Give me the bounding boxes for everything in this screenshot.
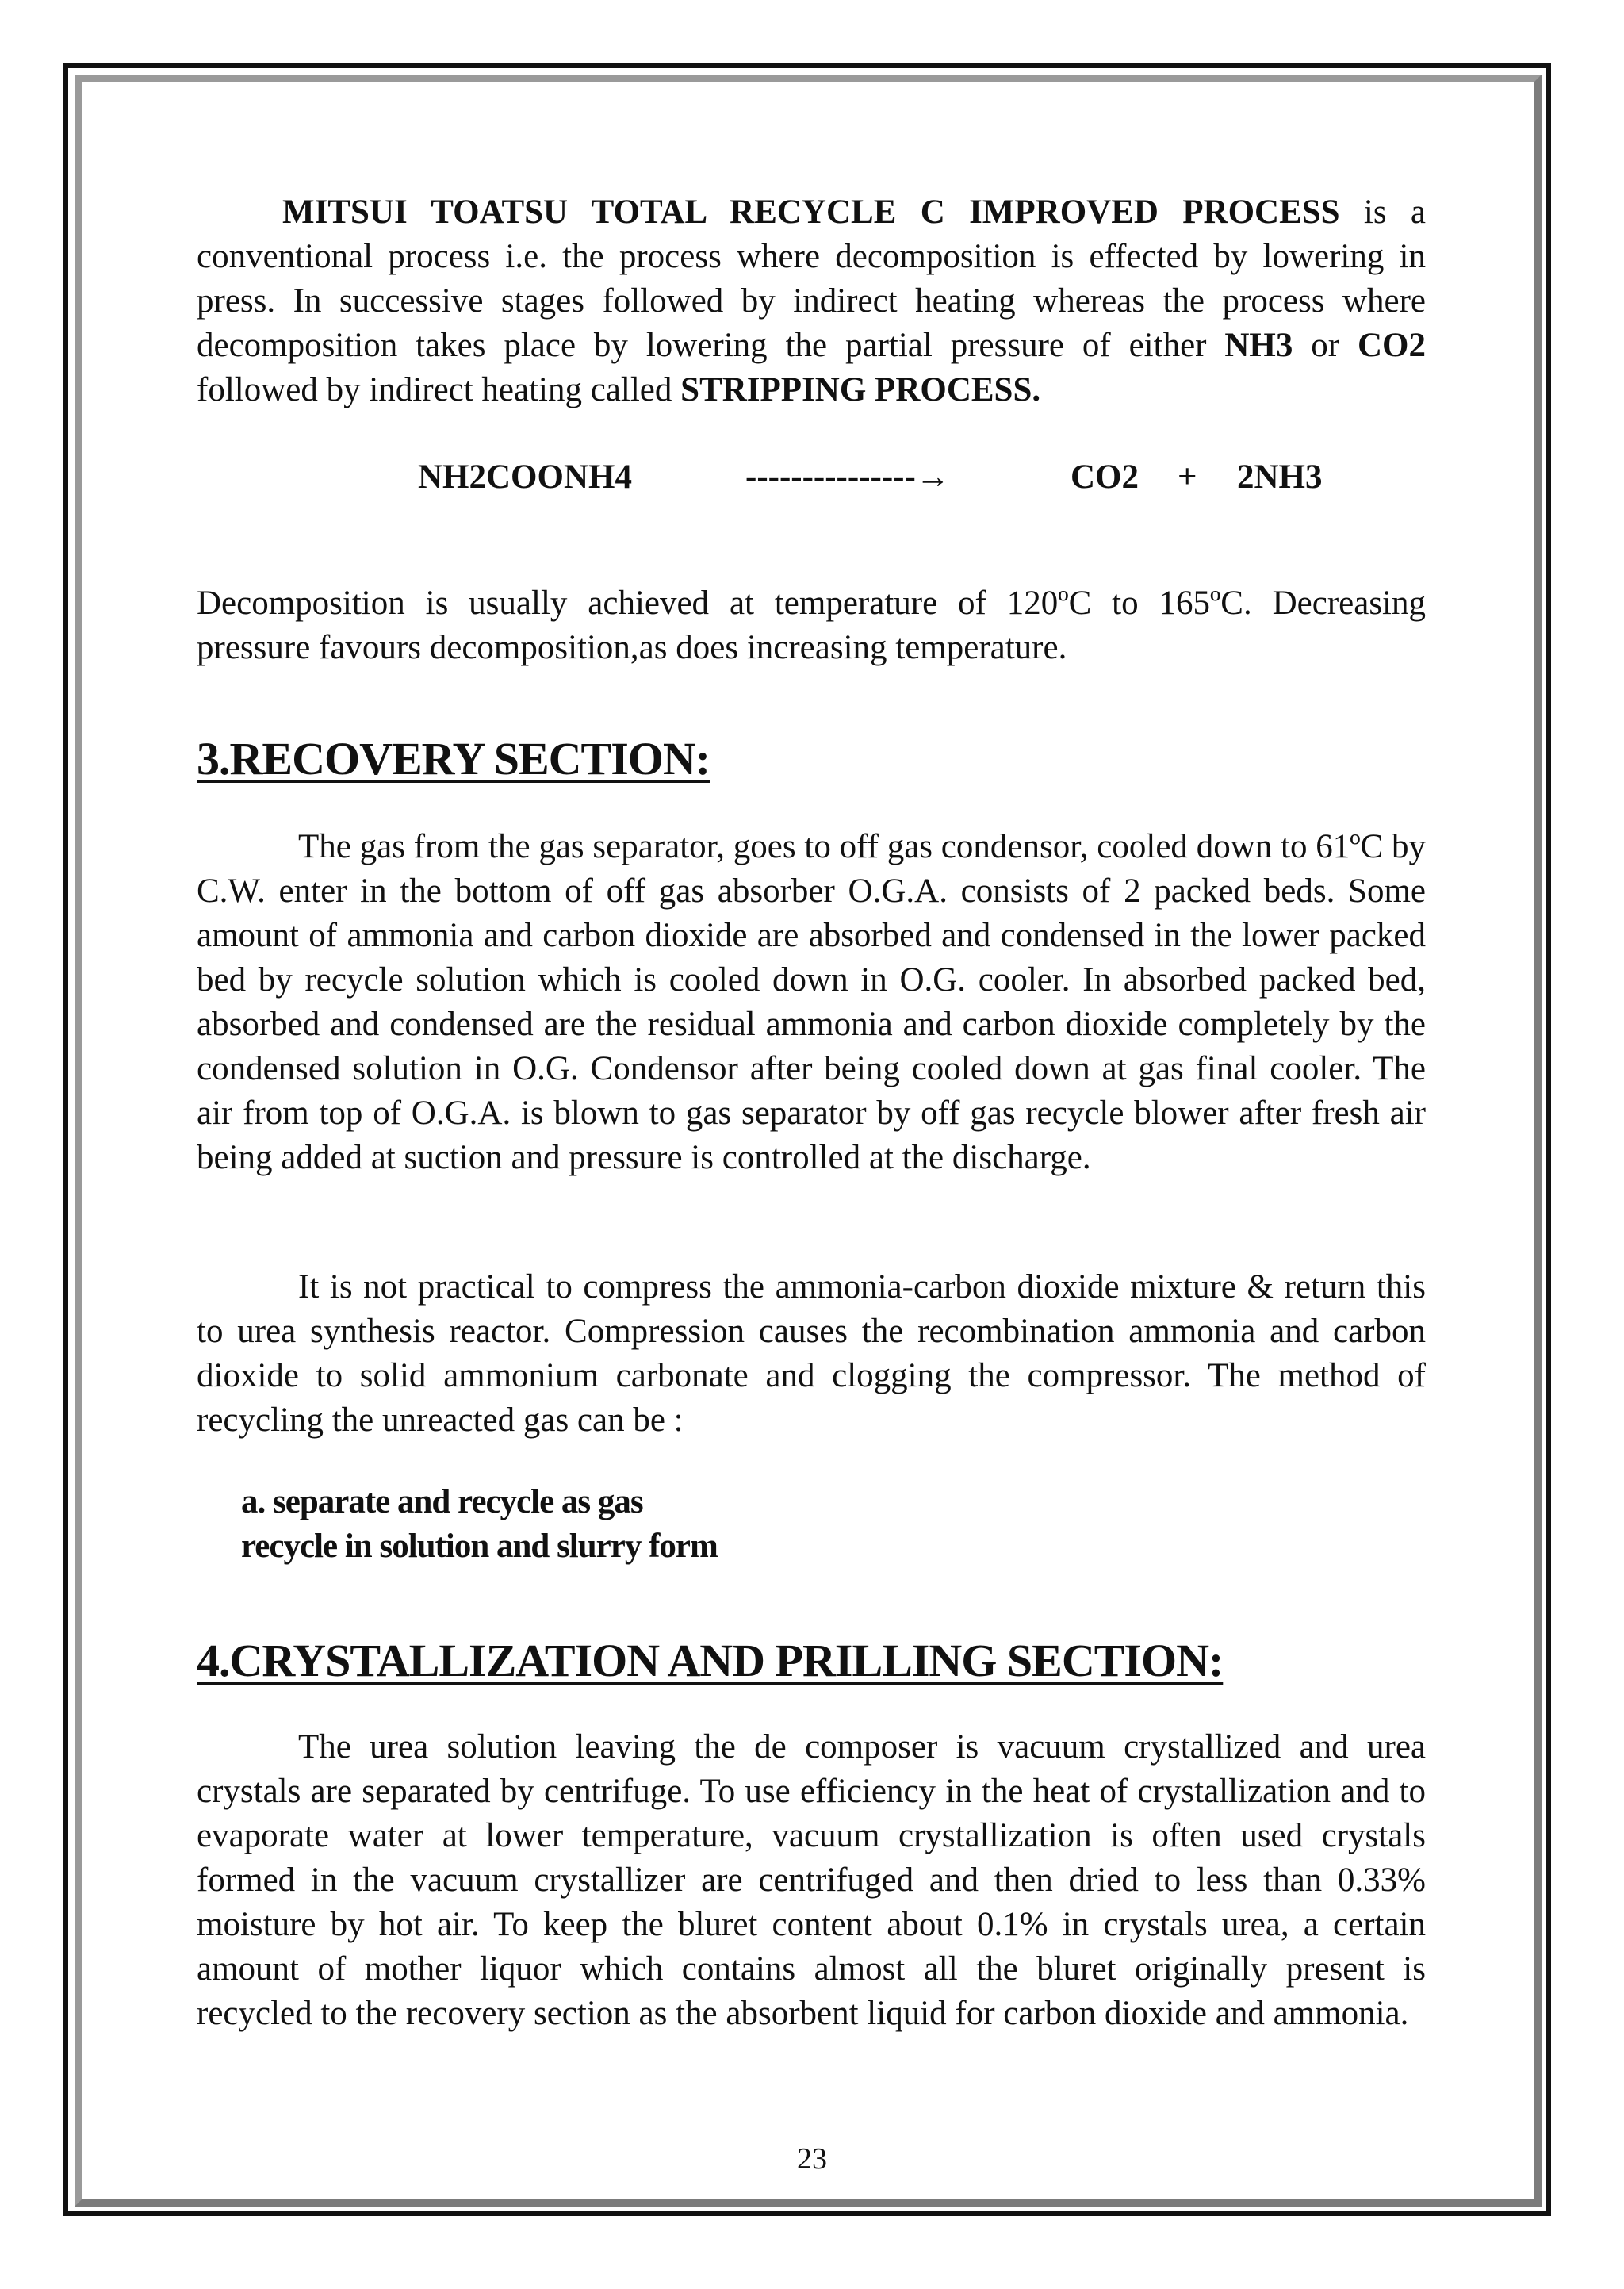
equation-reactant: NH2COONH4 xyxy=(418,458,632,496)
intro-text-b: followed by indirect heating called xyxy=(197,371,681,408)
section-3-para1-block xyxy=(197,825,1426,1180)
decomposition-block xyxy=(197,581,1426,670)
section-3-para2-block xyxy=(197,1265,1426,1443)
process-name: MITSUI TOATSU TOTAL RECYCLE C IMPROVED PROCESS xyxy=(282,194,1340,231)
equation-product-co2: CO2 xyxy=(1071,458,1139,496)
section-3-heading: 3.RECOVERY SECTION: xyxy=(197,733,710,784)
list-item: a. separate and recycle as gas xyxy=(241,1483,643,1520)
section-4-paragraph-1: The urea solution leaving the de composer is vacuum crystallized and urea crystals are separated by centrifuge. To use efficiency in the heat of crystallization and to evaporate water at lower temperature, vacuum crystallization is often used crystals formed in the vacuum crystallizer are centrifuged and then dried to less than 0.33% moisture by hot air. To keep the bluret content about 0.1% in crystals urea, a certain amount of mother liquor which contains almost all the bluret originally present is recycled to the recovery section as the absorbent liquid for carbon dioxide and ammonia. xyxy=(197,1728,1426,2032)
decomposition-paragraph: Decomposition is usually achieved at temperature of 120ºC to 165ºC. Decreasing pressure favours decomposition,as does increasing temperature. xyxy=(197,585,1426,666)
section-4-para-block xyxy=(197,1725,1426,2036)
section-4-heading: 4.CRYSTALLIZATION AND PRILLING SECTION: xyxy=(197,1635,1224,1686)
intro-text-a: is a conventional process i.e. the process where decomposition is effected by lowering in press. In successive stages followed by indirect heating whereas the process where decomposition takes place by lowering the partial pressure of either xyxy=(197,194,1426,364)
page-number: 23 xyxy=(797,2142,827,2176)
section-3-paragraph-2: It is not practical to compress the ammonia-carbon dioxide mixture & return this to urea synthesis reactor. Compression causes the recombination ammonia and carbon dioxide to solid ammonium carbonate and clogging the compressor. The method of recycling the unreacted gas can be : xyxy=(197,1268,1426,1439)
intro-or: or xyxy=(1293,327,1358,364)
co2-term: CO2 xyxy=(1357,327,1426,364)
stripping-process-term: STRIPPING PROCESS. xyxy=(680,371,1041,408)
intro-paragraph xyxy=(197,190,1426,412)
equation-plus: + xyxy=(1178,458,1197,496)
equation-product-nh3: 2NH3 xyxy=(1237,458,1323,496)
section-3-paragraph-1: The gas from the gas separator, goes to off gas condensor, cooled down to 61ºC by C.W. enter in the bottom of off gas absorber O.G.A. consists of 2 packed beds. Some amount of ammonia and carbon dioxide are absorbed and condensed in the lower packed bed by recycle solution which is cooled down in O.G. cooler. In absorbed packed bed, absorbed and condensed are the residual ammonia and carbon dioxide completely by the condensed solution in O.G. Condensor after being cooled down at gas final cooler. The air from top of O.G.A. is blown to gas separator by off gas recycle blower after fresh air being added at suction and pressure is controlled at the discharge. xyxy=(197,828,1426,1176)
nh3-term: NH3 xyxy=(1224,327,1293,364)
intro-block xyxy=(197,190,1426,412)
list-item: recycle in solution and slurry form xyxy=(241,1528,718,1565)
equation-arrow: ---------------→ xyxy=(745,458,950,496)
